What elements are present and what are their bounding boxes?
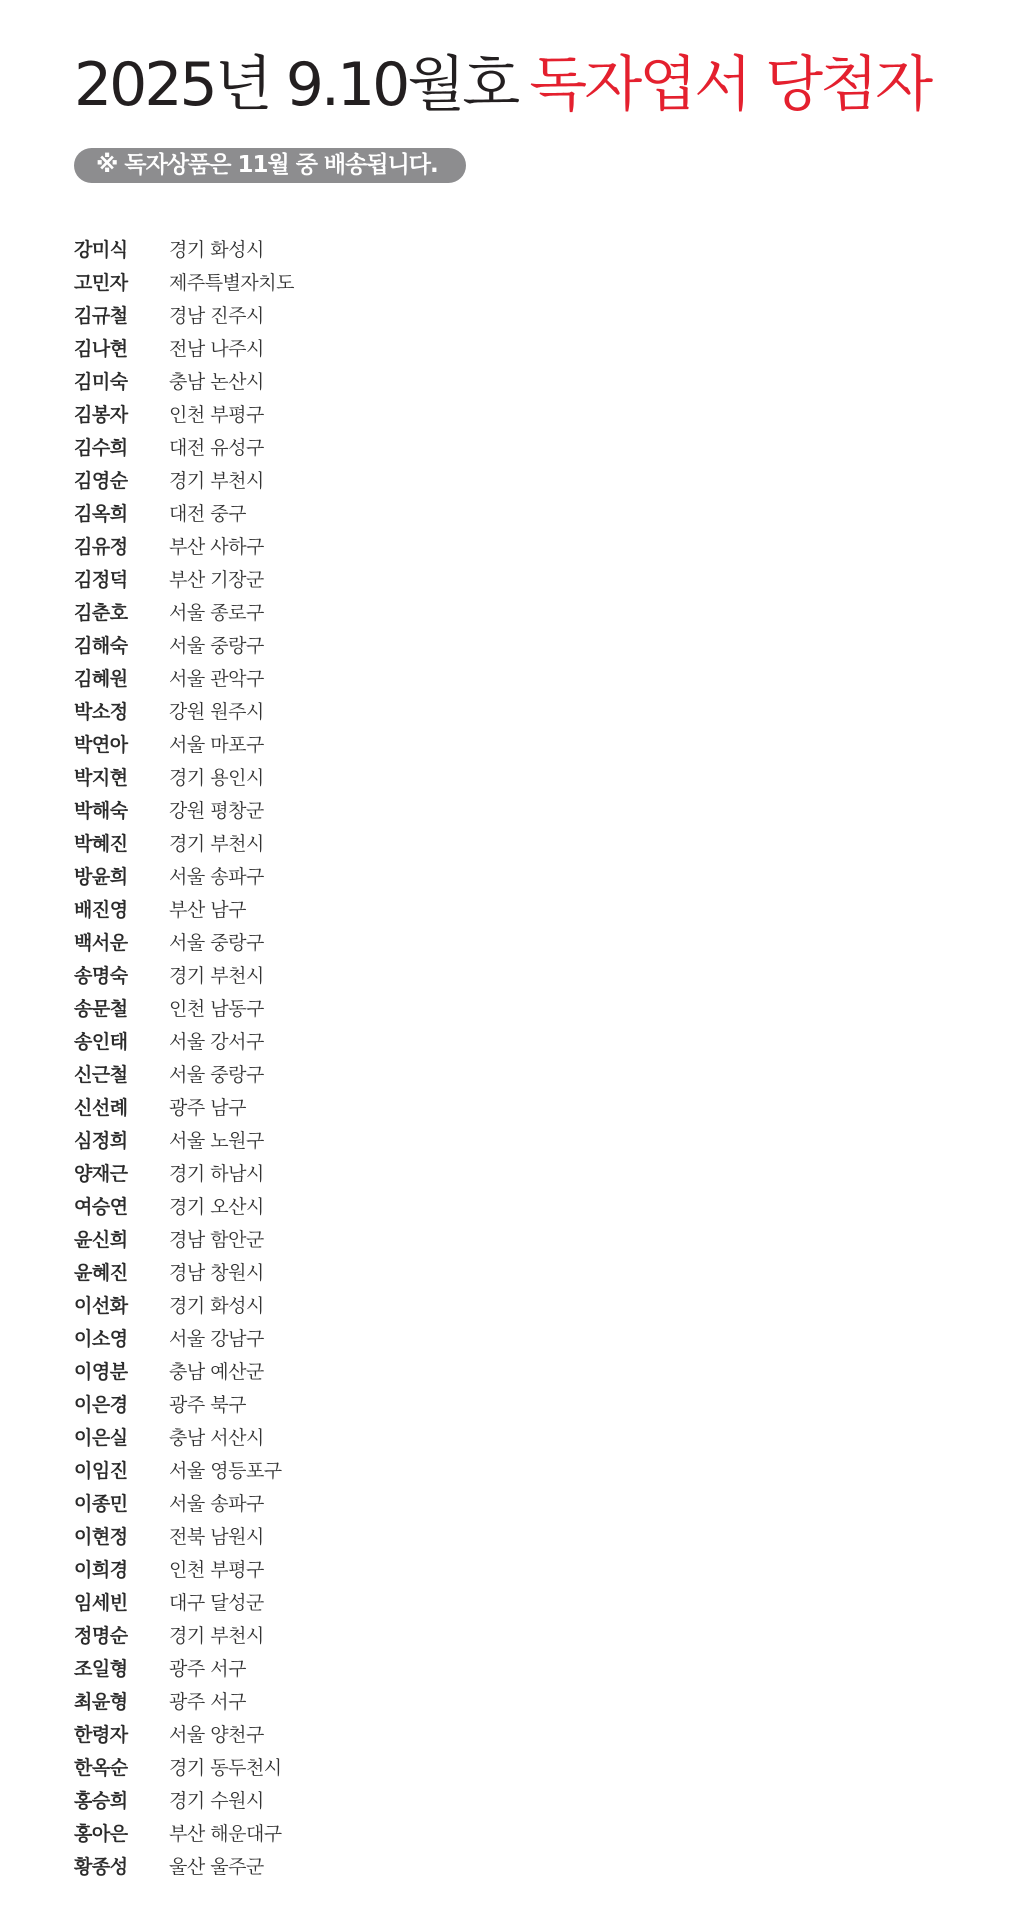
winner-name: 이종민 [74,1493,128,1515]
winner-name: 이선화 [74,1295,128,1317]
list-item [74,232,294,265]
winner-name: 박해숙 [74,800,128,822]
winner-region: 경기 동두천시 [169,1757,282,1779]
winner-region: 제주특별자치도 [169,272,294,294]
list-item [74,1255,294,1288]
list-item [74,1849,294,1882]
list-item [74,1123,294,1156]
winner-region: 인천 부평구 [169,404,264,426]
list-item [74,1189,294,1222]
page-title [74,50,930,120]
winner-region: 대전 중구 [169,503,246,525]
winner-name: 이은경 [74,1394,128,1416]
winner-name: 양재근 [74,1163,128,1185]
winner-region: 충남 서산시 [169,1427,264,1449]
winner-name: 정명순 [74,1625,128,1647]
list-item [74,1651,294,1684]
list-item [74,1420,294,1453]
winner-name: 박소정 [74,701,128,723]
winner-region: 서울 중랑구 [169,1064,264,1086]
winner-region: 경기 부천시 [169,1625,264,1647]
list-item [74,1717,294,1750]
list-item [74,1288,294,1321]
winner-region: 서울 강서구 [169,1031,264,1053]
list-item [74,496,294,529]
list-item [74,1321,294,1354]
winner-name: 신선례 [74,1097,128,1119]
winner-region: 충남 논산시 [169,371,264,393]
winner-region: 대구 달성군 [169,1592,264,1614]
winner-name: 이은실 [74,1427,128,1449]
winner-name: 여승연 [74,1196,128,1218]
winner-region: 경기 용인시 [169,767,264,789]
list-item [74,1057,294,1090]
list-item [74,661,294,694]
list-item [74,1024,294,1057]
list-item [74,925,294,958]
winner-region: 전북 남원시 [169,1526,264,1548]
winner-region: 경기 수원시 [169,1790,264,1812]
list-item [74,1453,294,1486]
list-item [74,760,294,793]
winner-name: 이소영 [74,1328,128,1350]
winner-name: 김정덕 [74,569,128,591]
winner-name: 최윤형 [74,1691,128,1713]
winner-region: 부산 남구 [169,899,246,921]
list-item [74,1783,294,1816]
winner-list [74,232,294,1882]
list-item [74,1222,294,1255]
winner-region: 서울 영등포구 [169,1460,282,1482]
list-item [74,1387,294,1420]
winner-name: 신근철 [74,1064,128,1086]
winner-name: 이희경 [74,1559,128,1581]
list-item [74,529,294,562]
winner-region: 서울 양천구 [169,1724,264,1746]
winner-name: 이임진 [74,1460,128,1482]
winner-region: 경기 오산시 [169,1196,264,1218]
winner-region: 광주 남구 [169,1097,246,1119]
winner-name: 김춘호 [74,602,128,624]
winner-name: 김영순 [74,470,128,492]
winner-name: 백서운 [74,932,128,954]
list-item [74,727,294,760]
winner-region: 서울 송파구 [169,1493,264,1515]
title-issue: 2025년 9.10월호 [74,50,518,120]
list-item [74,628,294,661]
winner-region: 경기 하남시 [169,1163,264,1185]
winner-region: 광주 서구 [169,1658,246,1680]
winner-region: 부산 사하구 [169,536,264,558]
list-item [74,430,294,463]
list-item [74,265,294,298]
list-item [74,298,294,331]
winner-region: 경기 부천시 [169,470,264,492]
list-item [74,1750,294,1783]
list-item [74,397,294,430]
winner-region: 경남 함안군 [169,1229,264,1251]
winner-name: 심정희 [74,1130,128,1152]
list-item [74,826,294,859]
winner-name: 김규철 [74,305,128,327]
winner-name: 황종성 [74,1856,128,1878]
winner-region: 경남 진주시 [169,305,264,327]
winner-region: 전남 나주시 [169,338,264,360]
list-item [74,1090,294,1123]
list-item [74,1585,294,1618]
winner-name: 박혜진 [74,833,128,855]
winner-region: 서울 강남구 [169,1328,264,1350]
list-item [74,958,294,991]
winner-name: 배진영 [74,899,128,921]
list-item [74,364,294,397]
winner-region: 인천 부평구 [169,1559,264,1581]
list-item [74,892,294,925]
winner-region: 울산 울주군 [169,1856,264,1878]
winner-name: 조일형 [74,1658,128,1680]
winner-name: 박지현 [74,767,128,789]
winner-region: 충남 예산군 [169,1361,264,1383]
winner-name: 김수희 [74,437,128,459]
list-item [74,1816,294,1849]
list-item [74,562,294,595]
winner-name: 한옥순 [74,1757,128,1779]
list-item [74,1354,294,1387]
winner-name: 강미식 [74,239,128,261]
winner-region: 경기 화성시 [169,239,264,261]
winner-name: 윤혜진 [74,1262,128,1284]
winner-name: 김혜원 [74,668,128,690]
winner-name: 김봉자 [74,404,128,426]
winner-region: 광주 북구 [169,1394,246,1416]
list-item [74,793,294,826]
winner-region: 강원 원주시 [169,701,264,723]
winner-name: 송문철 [74,998,128,1020]
list-item [74,859,294,892]
winner-name: 임세빈 [74,1592,128,1614]
winner-region: 부산 기장군 [169,569,264,591]
winner-name: 이현정 [74,1526,128,1548]
list-item [74,1486,294,1519]
winner-name: 송명숙 [74,965,128,987]
winner-name: 김미숙 [74,371,128,393]
winner-region: 경기 부천시 [169,965,264,987]
winner-region: 강원 평창군 [169,800,264,822]
winner-region: 서울 종로구 [169,602,264,624]
winner-region: 인천 남동구 [169,998,264,1020]
winner-region: 대전 유성구 [169,437,264,459]
winner-region: 서울 중랑구 [169,932,264,954]
winner-name: 김유정 [74,536,128,558]
winner-name: 방윤희 [74,866,128,888]
winner-name: 홍아은 [74,1823,128,1845]
winner-region: 서울 노원구 [169,1130,264,1152]
list-item [74,595,294,628]
winner-region: 서울 중랑구 [169,635,264,657]
winner-name: 윤신희 [74,1229,128,1251]
winner-region: 경기 부천시 [169,833,264,855]
winner-name: 한령자 [74,1724,128,1746]
winner-region: 부산 해운대구 [169,1823,282,1845]
winner-name: 박연아 [74,734,128,756]
winner-name: 홍승희 [74,1790,128,1812]
list-item [74,1552,294,1585]
winner-region: 광주 서구 [169,1691,246,1713]
title-accent: 독자엽서 당첨자 [529,50,931,120]
winner-name: 송인태 [74,1031,128,1053]
winner-name: 김나현 [74,338,128,360]
winner-region: 경남 창원시 [169,1262,264,1284]
list-item [74,1684,294,1717]
winner-name: 고민자 [74,272,128,294]
list-item [74,694,294,727]
winner-name: 김해숙 [74,635,128,657]
list-item [74,331,294,364]
winner-region: 서울 관악구 [169,668,264,690]
winner-name: 이영분 [74,1361,128,1383]
winner-name: 김옥희 [74,503,128,525]
list-item [74,1156,294,1189]
shipping-notice-badge: ※ 독자상품은 11월 중 배송됩니다. [74,148,466,183]
list-item [74,463,294,496]
winner-region: 경기 화성시 [169,1295,264,1317]
list-item [74,1618,294,1651]
list-item [74,991,294,1024]
winner-region: 서울 송파구 [169,866,264,888]
winner-region: 서울 마포구 [169,734,264,756]
list-item [74,1519,294,1552]
